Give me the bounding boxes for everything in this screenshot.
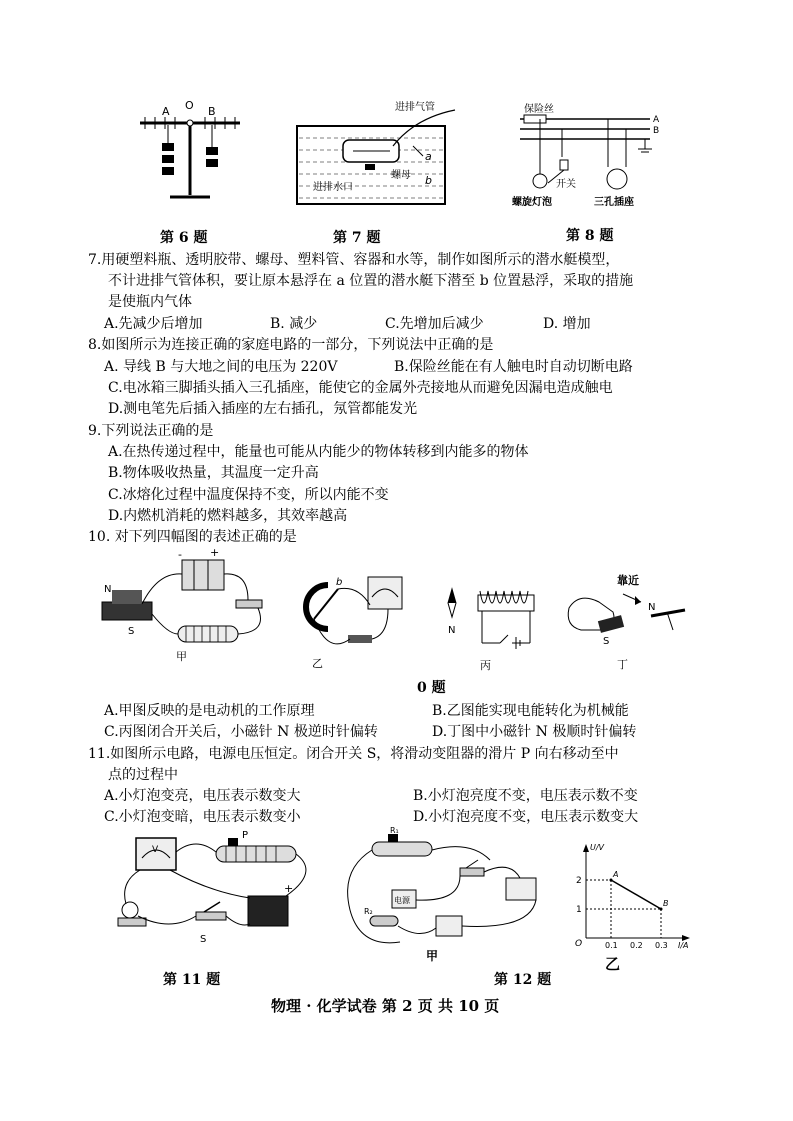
q9-stem: 9.下列说法正确的是 (88, 423, 214, 439)
label-jia: 甲 (426, 949, 439, 963)
label-ding: 丁 (617, 658, 628, 671)
label-plus: + (210, 546, 220, 559)
caption-q10: 0 题 (417, 680, 446, 696)
figure-q10-ding (555, 572, 695, 672)
label-b: b (336, 577, 343, 588)
x-tick-label-0.1: 0.1 (605, 941, 618, 950)
q7-stem-2: 不计进排气管体积，要让原本悬浮在 a 位置的潜水艇下潜至 b 位置悬浮，采取的措施 (108, 273, 634, 289)
label-socket: 三孔插座 (594, 197, 634, 208)
q11-stem-1: 11.如图所示电路，电源电压恒定。闭合开关 S，将滑动变阻器的滑片 P 向右移动至中 (88, 746, 619, 762)
label-b: B (653, 126, 660, 136)
q10-option-d: D.丁图中小磁针 N 极顺时针偏转 (432, 724, 637, 740)
label-s: S (128, 626, 135, 637)
label-jia: 甲 (176, 650, 187, 663)
figure-q10-jia (98, 546, 273, 664)
label-o: O (185, 99, 194, 112)
x-axis-label: I/A (678, 941, 689, 950)
label-a: a (425, 150, 432, 163)
data-line-ab (611, 880, 661, 909)
caption-q6: 第 6 题 (160, 230, 208, 246)
label-a: A (653, 115, 660, 125)
q8-option-b: B.保险丝能在有人触电时自动切断电路 (394, 359, 633, 375)
label-kaojin: 靠近 (617, 574, 639, 587)
q10-option-a: A.甲图反映的是电动机的工作原理 (104, 703, 315, 719)
q11-stem-2: 点的过程中 (108, 767, 178, 783)
caption-q8: 第 8 题 (566, 228, 614, 244)
label-b: B (208, 105, 216, 118)
q10-stem: 10. 对下列四幅图的表述正确的是 (88, 529, 297, 545)
label-n: N (648, 602, 656, 613)
q7-stem-1: 7.用硬塑料瓶、透明胶带、螺母、塑料管、容器和水等，制作如图所示的潜水艇模型， (88, 252, 620, 268)
point-b-label: B (663, 899, 669, 908)
label-n: N (448, 625, 456, 636)
figure-q12-jia (340, 826, 555, 963)
q11-option-b: B.小灯泡亮度不变，电压表示数不变 (413, 788, 638, 804)
q7-stem-3: 是使瓶内气体 (108, 294, 192, 310)
label-r1: R₁ (390, 826, 399, 835)
figure-q10-bing (440, 585, 550, 675)
label-fuse: 保险丝 (524, 104, 554, 115)
q8-option-c: C.电冰箱三脚插头插入三孔插座，能使它的金属外壳接地从而避免因漏电造成触电 (108, 380, 613, 396)
y-axis-arrow (583, 844, 589, 852)
figure-q6-lever (130, 95, 250, 205)
q9-option-b: B.物体吸收热量，其温度一定升高 (108, 465, 319, 481)
label-tube: 进排气管 (395, 102, 435, 113)
y-tick-label-2: 2 (576, 876, 582, 886)
point-a-label: A (613, 870, 619, 879)
graph-caption-yi: 乙 (605, 955, 621, 973)
q8-option-a: A. 导线 B 与大地之间的电压为 220V (104, 359, 338, 375)
q11-option-c: C.小灯泡变暗，电压表示数变小 (104, 809, 301, 825)
q10-option-b: B.乙图能实现电能转化为机械能 (432, 703, 629, 719)
label-v: V (152, 845, 159, 855)
caption-q11: 第 11 题 (163, 972, 221, 988)
q7-option-d: D. 增加 (543, 316, 591, 332)
x-tick-label-0.3: 0.3 (655, 941, 668, 950)
figure-q8-circuit (510, 105, 665, 210)
label-bulb: 螺旋灯泡 (512, 197, 552, 208)
q8-option-d: D.测电笔先后插入插座的左右插孔，氖管都能发光 (108, 401, 418, 417)
label-inlet: 进排水口 (313, 182, 353, 193)
q10-option-c: C.丙图闭合开关后，小磁针 N 极逆时针偏转 (104, 724, 378, 740)
label-nut: 螺母 (391, 170, 411, 181)
label-switch: 开关 (556, 179, 576, 190)
caption-q7: 第 7 题 (333, 230, 381, 246)
page-footer: 物理 · 化学试卷 第 2 页 共 10 页 (271, 997, 500, 1015)
data-point-A (610, 879, 613, 882)
q9-option-a: A.在热传递过程中，能量也可能从内能少的物体转移到内能多的物体 (108, 444, 529, 460)
label-b: b (425, 174, 432, 187)
q9-option-d: D.内燃机消耗的燃料越多，其效率越高 (108, 508, 348, 524)
figure-q10-yi (288, 575, 408, 670)
label-s: S (200, 934, 207, 945)
q7-option-a: A.先减少后增加 (104, 316, 203, 332)
y-axis-label: U/V (590, 843, 605, 852)
q11-option-d: D.小灯泡亮度不变，电压表示数变大 (413, 809, 639, 825)
label-s: S (603, 636, 610, 647)
figure-q11-circuit (100, 832, 325, 952)
label-plus: + (284, 882, 294, 895)
label-p: P (242, 830, 249, 841)
y-tick-label-1: 1 (576, 905, 582, 915)
figure-q12-yi-graph (566, 840, 696, 950)
label-dianyuan: 电源 (394, 896, 410, 905)
x-tick-label-0.2: 0.2 (630, 941, 643, 950)
q7-option-c: C.先增加后减少 (385, 316, 484, 332)
figure-q7-submarine (295, 98, 460, 206)
label-yi: 乙 (312, 657, 323, 670)
q8-stem: 8.如图所示为连接正确的家庭电路的一部分，下列说法中正确的是 (88, 337, 494, 353)
label-r2: R₂ (364, 907, 373, 916)
data-point-B (660, 908, 663, 911)
q11-option-a: A.小灯泡变亮，电压表示数变大 (104, 788, 301, 804)
q7-option-b: B. 减少 (270, 316, 318, 332)
label-a: A (162, 105, 170, 118)
label-n: N (104, 584, 112, 595)
label-minus: - (178, 548, 182, 561)
label-bing: 丙 (480, 659, 491, 672)
origin-label: O (575, 939, 583, 949)
caption-q12: 第 12 题 (494, 972, 552, 988)
q9-option-c: C.冰熔化过程中温度保持不变，所以内能不变 (108, 487, 389, 503)
